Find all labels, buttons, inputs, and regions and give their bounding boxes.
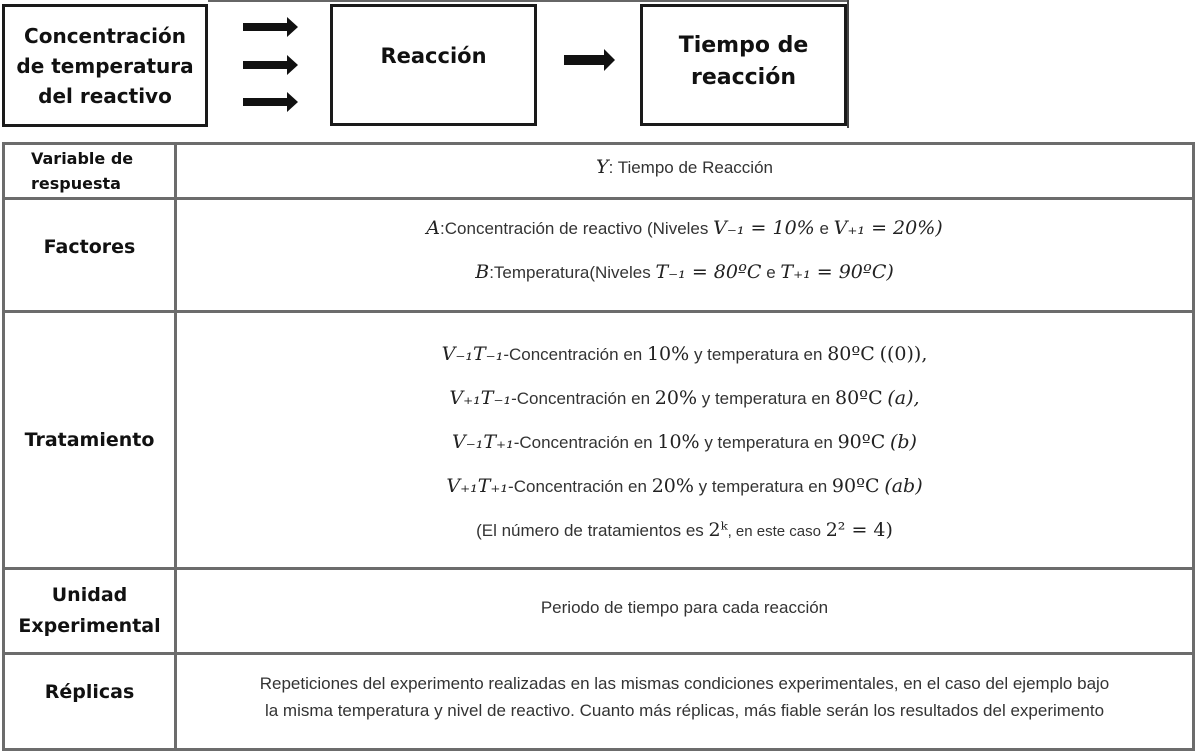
row-content — [177, 655, 1192, 748]
arrow-right-icon — [564, 49, 616, 71]
input-box-label: Concentración de temperatura del reactivo — [16, 23, 194, 108]
reaction-time-box — [640, 4, 847, 126]
row-response-variable — [5, 145, 1192, 197]
row-content — [177, 570, 1192, 652]
treatment-line: V₊₁T₊₁ -Concentración en 20% y temperatura en 90ºC (ab) — [446, 475, 923, 497]
content-line: Repeticiones del experimento realizadas en las mismas condiciones experimentales, en el caso del ejemplo bajo — [259, 673, 1110, 693]
row-content — [177, 200, 1192, 310]
right-border-line — [847, 0, 849, 128]
row-label: Tratamiento — [5, 313, 177, 567]
row-factors — [5, 197, 1192, 310]
row-content — [177, 313, 1192, 567]
treatment-line: V₊₁T₋₁ -Concentración en 20% y temperatura en 80ºC (a), — [449, 387, 920, 409]
row-replicates — [5, 652, 1192, 748]
row-treatment — [5, 310, 1192, 567]
row-content — [177, 145, 1192, 197]
top-border-line — [208, 0, 848, 2]
reaction-box-label: Reacción — [380, 44, 487, 68]
arrow-right-icon — [243, 16, 299, 38]
content-line: B :Temperatura(Niveles T₋₁ = 80ºC e T₊₁ = 90ºC) — [475, 261, 894, 283]
row-label: Factores — [5, 200, 177, 310]
experiment-table — [2, 142, 1195, 751]
arrow-right-icon — [243, 91, 299, 113]
content-line: Periodo de tiempo para cada reacción — [540, 598, 829, 617]
arrow-right-icon — [243, 54, 299, 76]
reaction-box — [330, 4, 537, 126]
treatment-line: V₋₁T₊₁ -Concentración en 10% y temperatura en 90ºC (b) — [452, 431, 917, 453]
content-line: la misma temperatura y nivel de reactivo. Cuanto más réplicas, más fiable serán los resultados del experimento — [264, 700, 1105, 720]
content-line: A :Concentración de reactivo (Niveles V₋₁ = 10% e V₊₁ = 20%) — [426, 217, 943, 239]
treatment-line: V₋₁T₋₁ -Concentración en 10% y temperatura en 80ºC ((0)), — [441, 343, 928, 365]
content-line: Y : Tiempo de Reacción — [596, 156, 773, 178]
row-experimental-unit — [5, 567, 1192, 652]
row-label: Variable de respuesta — [5, 145, 177, 197]
treatment-count-note: (El número de tratamientos es 2ᵏ , en este caso 2² = 4) — [476, 519, 893, 541]
reaction-time-box-label: Tiempo de reacción — [678, 33, 809, 90]
input-box — [2, 4, 208, 127]
row-label: Réplicas — [5, 655, 177, 748]
row-label: Unidad Experimental — [5, 570, 177, 652]
